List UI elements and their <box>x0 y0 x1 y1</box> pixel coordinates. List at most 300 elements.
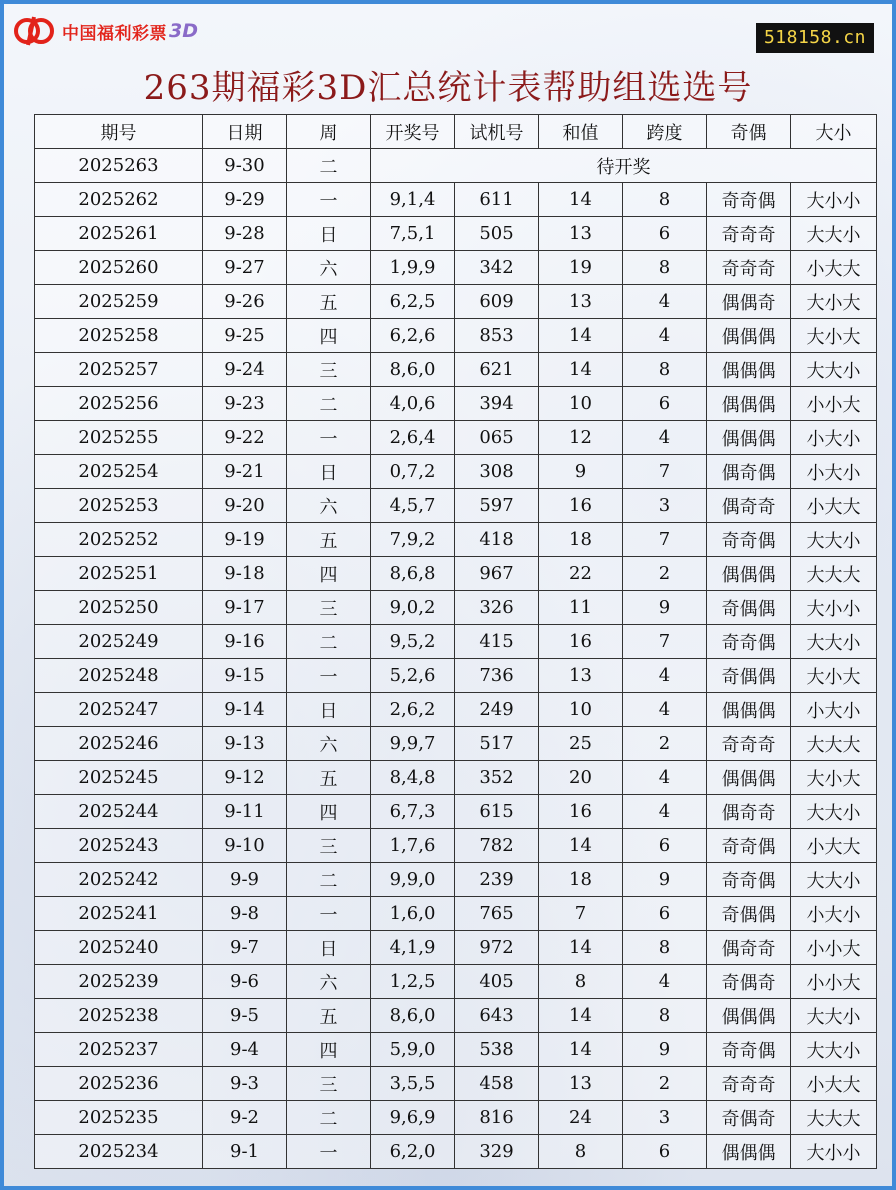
weekday-cell: 二 <box>287 625 371 659</box>
issue-cell: 2025260 <box>35 251 203 285</box>
sum-cell: 25 <box>539 727 623 761</box>
date-cell: 9-24 <box>203 353 287 387</box>
big-small-cell: 大小大 <box>791 285 877 319</box>
span-cell: 8 <box>623 353 707 387</box>
odd-even-cell: 奇偶奇 <box>707 965 791 999</box>
draw-number-cell: 4,0,6 <box>371 387 455 421</box>
table-row <box>35 285 877 319</box>
span-cell: 6 <box>623 1135 707 1169</box>
issue-cell: 2025236 <box>35 1067 203 1101</box>
span-cell: 4 <box>623 285 707 319</box>
span-cell: 8 <box>623 251 707 285</box>
odd-even-cell: 偶偶偶 <box>707 1135 791 1169</box>
site-badge: 518158.cn <box>756 23 874 53</box>
sum-cell: 20 <box>539 761 623 795</box>
test-number-cell: 505 <box>455 217 539 251</box>
draw-number-cell: 0,7,2 <box>371 455 455 489</box>
draw-number-cell: 3,5,5 <box>371 1067 455 1101</box>
issue-cell: 2025262 <box>35 183 203 217</box>
date-cell: 9-3 <box>203 1067 287 1101</box>
table-row <box>35 455 877 489</box>
date-cell: 9-16 <box>203 625 287 659</box>
table-row <box>35 659 877 693</box>
table-row <box>35 1067 877 1101</box>
issue-cell: 2025243 <box>35 829 203 863</box>
sum-cell: 16 <box>539 625 623 659</box>
test-number-cell: 394 <box>455 387 539 421</box>
weekday-cell: 六 <box>287 727 371 761</box>
draw-number-cell: 5,9,0 <box>371 1033 455 1067</box>
span-cell: 6 <box>623 217 707 251</box>
draw-number-cell: 1,6,0 <box>371 897 455 931</box>
draw-number-cell: 9,5,2 <box>371 625 455 659</box>
test-number-cell: 765 <box>455 897 539 931</box>
draw-number-cell: 1,7,6 <box>371 829 455 863</box>
big-small-cell: 大小大 <box>791 761 877 795</box>
sum-cell: 13 <box>539 1067 623 1101</box>
test-number-cell: 816 <box>455 1101 539 1135</box>
big-small-cell: 大大大 <box>791 557 877 591</box>
table-row <box>35 897 877 931</box>
weekday-cell: 六 <box>287 251 371 285</box>
odd-even-cell: 奇偶奇 <box>707 1101 791 1135</box>
span-cell: 4 <box>623 693 707 727</box>
sum-cell: 14 <box>539 319 623 353</box>
span-cell: 4 <box>623 319 707 353</box>
table-row <box>35 489 877 523</box>
table-row <box>35 727 877 761</box>
table-row <box>35 387 877 421</box>
big-small-cell: 大大小 <box>791 795 877 829</box>
odd-even-cell: 偶偶偶 <box>707 387 791 421</box>
table-row <box>35 523 877 557</box>
test-number-cell: 782 <box>455 829 539 863</box>
weekday-cell: 二 <box>287 1101 371 1135</box>
table-row <box>35 625 877 659</box>
sum-cell: 14 <box>539 183 623 217</box>
sum-cell: 14 <box>539 353 623 387</box>
sum-cell: 10 <box>539 387 623 421</box>
big-small-cell: 大大小 <box>791 863 877 897</box>
big-small-cell: 小大大 <box>791 489 877 523</box>
span-cell: 7 <box>623 625 707 659</box>
odd-even-cell: 偶偶偶 <box>707 319 791 353</box>
weekday-cell: 日 <box>287 455 371 489</box>
date-cell: 9-5 <box>203 999 287 1033</box>
sum-cell: 14 <box>539 999 623 1033</box>
date-cell: 9-25 <box>203 319 287 353</box>
big-small-cell: 大大小 <box>791 523 877 557</box>
table-row <box>35 693 877 727</box>
issue-cell: 2025261 <box>35 217 203 251</box>
big-small-cell: 大小大 <box>791 659 877 693</box>
test-number-cell: 326 <box>455 591 539 625</box>
draw-number-cell: 6,2,0 <box>371 1135 455 1169</box>
table-row <box>35 251 877 285</box>
table-row <box>35 863 877 897</box>
span-cell: 2 <box>623 727 707 761</box>
issue-cell: 2025255 <box>35 421 203 455</box>
date-cell: 9-27 <box>203 251 287 285</box>
table-row <box>35 931 877 965</box>
sum-cell: 14 <box>539 1033 623 1067</box>
big-small-cell: 大大小 <box>791 1033 877 1067</box>
test-number-cell: 418 <box>455 523 539 557</box>
span-cell: 9 <box>623 591 707 625</box>
big-small-cell: 大大小 <box>791 625 877 659</box>
weekday-cell: 五 <box>287 761 371 795</box>
date-cell: 9-1 <box>203 1135 287 1169</box>
draw-number-cell: 4,5,7 <box>371 489 455 523</box>
test-number-cell: 329 <box>455 1135 539 1169</box>
test-number-cell: 239 <box>455 863 539 897</box>
issue-cell: 2025250 <box>35 591 203 625</box>
weekday-cell: 三 <box>287 1067 371 1101</box>
span-cell: 4 <box>623 795 707 829</box>
date-cell: 9-9 <box>203 863 287 897</box>
draw-number-cell: 5,2,6 <box>371 659 455 693</box>
table-row <box>35 1033 877 1067</box>
test-number-cell: 736 <box>455 659 539 693</box>
big-small-cell: 小大大 <box>791 829 877 863</box>
issue-cell: 2025259 <box>35 285 203 319</box>
sum-cell: 12 <box>539 421 623 455</box>
test-number-cell: 972 <box>455 931 539 965</box>
draw-number-cell: 4,1,9 <box>371 931 455 965</box>
date-cell: 9-20 <box>203 489 287 523</box>
header-draw-number: 开奖号 <box>371 115 455 149</box>
odd-even-cell: 奇偶偶 <box>707 897 791 931</box>
draw-number-cell: 8,6,8 <box>371 557 455 591</box>
weekday-cell: 二 <box>287 863 371 897</box>
date-cell: 9-11 <box>203 795 287 829</box>
draw-number-cell: 7,5,1 <box>371 217 455 251</box>
weekday-cell: 四 <box>287 1033 371 1067</box>
odd-even-cell: 奇奇偶 <box>707 1033 791 1067</box>
draw-number-cell: 9,9,0 <box>371 863 455 897</box>
draw-number-cell: 2,6,2 <box>371 693 455 727</box>
weekday-cell: 三 <box>287 353 371 387</box>
header-span: 跨度 <box>623 115 707 149</box>
big-small-cell: 大小小 <box>791 183 877 217</box>
table-row <box>35 1101 877 1135</box>
draw-number-cell: 8,6,0 <box>371 353 455 387</box>
page-title: 263期福彩3D汇总统计表帮助组选选号 <box>143 68 753 108</box>
odd-even-cell: 奇奇奇 <box>707 1067 791 1101</box>
issue-cell: 2025258 <box>35 319 203 353</box>
date-cell: 9-8 <box>203 897 287 931</box>
weekday-cell: 四 <box>287 319 371 353</box>
table-row <box>35 795 877 829</box>
odd-even-cell: 偶偶偶 <box>707 761 791 795</box>
span-cell: 8 <box>623 931 707 965</box>
test-number-cell: 458 <box>455 1067 539 1101</box>
weekday-cell: 三 <box>287 829 371 863</box>
draw-number-cell: 9,9,7 <box>371 727 455 761</box>
test-number-cell: 611 <box>455 183 539 217</box>
issue-cell: 2025241 <box>35 897 203 931</box>
weekday-cell: 一 <box>287 1135 371 1169</box>
test-number-cell: 643 <box>455 999 539 1033</box>
table-row <box>35 183 877 217</box>
test-number-cell: 342 <box>455 251 539 285</box>
odd-even-cell: 偶奇偶 <box>707 455 791 489</box>
header-sum: 和值 <box>539 115 623 149</box>
header-big-small: 大小 <box>791 115 877 149</box>
logo-text: 中国福利彩票 <box>62 23 167 44</box>
issue-cell: 2025256 <box>35 387 203 421</box>
test-number-cell: 853 <box>455 319 539 353</box>
big-small-cell: 大大小 <box>791 217 877 251</box>
draw-number-cell: 8,4,8 <box>371 761 455 795</box>
odd-even-cell: 奇奇偶 <box>707 863 791 897</box>
issue-cell: 2025235 <box>35 1101 203 1135</box>
span-cell: 7 <box>623 523 707 557</box>
pending-date: 9-30 <box>203 149 287 183</box>
table-body <box>35 149 877 1169</box>
issue-cell: 2025238 <box>35 999 203 1033</box>
sum-cell: 13 <box>539 217 623 251</box>
date-cell: 9-23 <box>203 387 287 421</box>
date-cell: 9-2 <box>203 1101 287 1135</box>
big-small-cell: 小大小 <box>791 693 877 727</box>
span-cell: 6 <box>623 897 707 931</box>
odd-even-cell: 奇偶偶 <box>707 659 791 693</box>
issue-cell: 2025249 <box>35 625 203 659</box>
date-cell: 9-14 <box>203 693 287 727</box>
issue-cell: 2025248 <box>35 659 203 693</box>
pending-row <box>35 149 877 183</box>
span-cell: 7 <box>623 455 707 489</box>
span-cell: 2 <box>623 557 707 591</box>
sum-cell: 14 <box>539 829 623 863</box>
date-cell: 9-10 <box>203 829 287 863</box>
span-cell: 3 <box>623 489 707 523</box>
odd-even-cell: 偶奇奇 <box>707 795 791 829</box>
issue-cell: 2025246 <box>35 727 203 761</box>
span-cell: 4 <box>623 421 707 455</box>
issue-cell: 2025252 <box>35 523 203 557</box>
test-number-cell: 615 <box>455 795 539 829</box>
header-date: 日期 <box>203 115 287 149</box>
weekday-cell: 四 <box>287 795 371 829</box>
span-cell: 3 <box>623 1101 707 1135</box>
span-cell: 6 <box>623 829 707 863</box>
odd-even-cell: 偶奇奇 <box>707 489 791 523</box>
big-small-cell: 小小大 <box>791 387 877 421</box>
odd-even-cell: 奇奇偶 <box>707 183 791 217</box>
pending-issue: 2025263 <box>35 149 203 183</box>
lottery-logo <box>14 14 198 48</box>
sum-cell: 8 <box>539 1135 623 1169</box>
test-number-cell: 415 <box>455 625 539 659</box>
sum-cell: 11 <box>539 591 623 625</box>
date-cell: 9-13 <box>203 727 287 761</box>
odd-even-cell: 奇奇奇 <box>707 251 791 285</box>
table-row <box>35 557 877 591</box>
weekday-cell: 日 <box>287 217 371 251</box>
odd-even-cell: 奇偶偶 <box>707 591 791 625</box>
big-small-cell: 小大大 <box>791 1067 877 1101</box>
issue-cell: 2025237 <box>35 1033 203 1067</box>
draw-number-cell: 9,6,9 <box>371 1101 455 1135</box>
table-row <box>35 999 877 1033</box>
pending-weekday: 二 <box>287 149 371 183</box>
logo-3d-text: 3D <box>169 20 198 42</box>
big-small-cell: 小大小 <box>791 897 877 931</box>
span-cell: 4 <box>623 965 707 999</box>
issue-cell: 2025257 <box>35 353 203 387</box>
span-cell: 2 <box>623 1067 707 1101</box>
table-row <box>35 591 877 625</box>
test-number-cell: 517 <box>455 727 539 761</box>
header-odd-even: 奇偶 <box>707 115 791 149</box>
odd-even-cell: 偶偶偶 <box>707 421 791 455</box>
issue-cell: 2025244 <box>35 795 203 829</box>
weekday-cell: 日 <box>287 693 371 727</box>
welfare-lottery-logo-icon <box>14 15 56 47</box>
table-row <box>35 319 877 353</box>
issue-cell: 2025239 <box>35 965 203 999</box>
odd-even-cell: 偶偶偶 <box>707 999 791 1033</box>
date-cell: 9-29 <box>203 183 287 217</box>
table-row <box>35 421 877 455</box>
draw-number-cell: 6,2,6 <box>371 319 455 353</box>
table-row <box>35 1135 877 1169</box>
weekday-cell: 五 <box>287 523 371 557</box>
odd-even-cell: 奇奇偶 <box>707 625 791 659</box>
issue-cell: 2025253 <box>35 489 203 523</box>
date-cell: 9-21 <box>203 455 287 489</box>
test-number-cell: 405 <box>455 965 539 999</box>
test-number-cell: 249 <box>455 693 539 727</box>
draw-number-cell: 8,6,0 <box>371 999 455 1033</box>
issue-cell: 2025247 <box>35 693 203 727</box>
pending-status: 待开奖 <box>371 149 877 183</box>
sum-cell: 9 <box>539 455 623 489</box>
odd-even-cell: 奇奇偶 <box>707 523 791 557</box>
big-small-cell: 大小小 <box>791 1135 877 1169</box>
draw-number-cell: 9,1,4 <box>371 183 455 217</box>
odd-even-cell: 奇奇偶 <box>707 829 791 863</box>
big-small-cell: 小大小 <box>791 455 877 489</box>
span-cell: 4 <box>623 761 707 795</box>
date-cell: 9-28 <box>203 217 287 251</box>
sum-cell: 16 <box>539 795 623 829</box>
test-number-cell: 065 <box>455 421 539 455</box>
issue-cell: 2025242 <box>35 863 203 897</box>
test-number-cell: 538 <box>455 1033 539 1067</box>
weekday-cell: 一 <box>287 183 371 217</box>
weekday-cell: 日 <box>287 931 371 965</box>
big-small-cell: 小小大 <box>791 931 877 965</box>
odd-even-cell: 偶偶奇 <box>707 285 791 319</box>
test-number-cell: 308 <box>455 455 539 489</box>
weekday-cell: 五 <box>287 285 371 319</box>
odd-even-cell: 奇奇奇 <box>707 217 791 251</box>
table-row <box>35 761 877 795</box>
sum-cell: 13 <box>539 659 623 693</box>
big-small-cell: 小小大 <box>791 965 877 999</box>
weekday-cell: 一 <box>287 897 371 931</box>
sum-cell: 13 <box>539 285 623 319</box>
odd-even-cell: 偶偶偶 <box>707 557 791 591</box>
draw-statistics-table <box>34 114 877 1169</box>
issue-cell: 2025240 <box>35 931 203 965</box>
test-number-cell: 609 <box>455 285 539 319</box>
draw-number-cell: 6,7,3 <box>371 795 455 829</box>
big-small-cell: 小大大 <box>791 251 877 285</box>
header-weekday: 周 <box>287 115 371 149</box>
odd-even-cell: 偶奇奇 <box>707 931 791 965</box>
odd-even-cell: 偶偶偶 <box>707 353 791 387</box>
sum-cell: 22 <box>539 557 623 591</box>
big-small-cell: 大大大 <box>791 727 877 761</box>
issue-cell: 2025245 <box>35 761 203 795</box>
sum-cell: 14 <box>539 931 623 965</box>
big-small-cell: 大小大 <box>791 319 877 353</box>
weekday-cell: 五 <box>287 999 371 1033</box>
date-cell: 9-12 <box>203 761 287 795</box>
span-cell: 8 <box>623 183 707 217</box>
issue-cell: 2025254 <box>35 455 203 489</box>
test-number-cell: 352 <box>455 761 539 795</box>
table-row <box>35 829 877 863</box>
odd-even-cell: 偶偶偶 <box>707 693 791 727</box>
sum-cell: 19 <box>539 251 623 285</box>
weekday-cell: 四 <box>287 557 371 591</box>
weekday-cell: 三 <box>287 591 371 625</box>
date-cell: 9-26 <box>203 285 287 319</box>
header-test-number: 试机号 <box>455 115 539 149</box>
weekday-cell: 二 <box>287 387 371 421</box>
big-small-cell: 大小小 <box>791 591 877 625</box>
draw-number-cell: 9,0,2 <box>371 591 455 625</box>
weekday-cell: 六 <box>287 965 371 999</box>
big-small-cell: 小大小 <box>791 421 877 455</box>
issue-cell: 2025234 <box>35 1135 203 1169</box>
big-small-cell: 大大小 <box>791 999 877 1033</box>
sum-cell: 16 <box>539 489 623 523</box>
date-cell: 9-7 <box>203 931 287 965</box>
date-cell: 9-22 <box>203 421 287 455</box>
weekday-cell: 一 <box>287 421 371 455</box>
span-cell: 9 <box>623 863 707 897</box>
test-number-cell: 597 <box>455 489 539 523</box>
date-cell: 9-17 <box>203 591 287 625</box>
weekday-cell: 六 <box>287 489 371 523</box>
table-row <box>35 965 877 999</box>
date-cell: 9-18 <box>203 557 287 591</box>
issue-cell: 2025251 <box>35 557 203 591</box>
date-cell: 9-15 <box>203 659 287 693</box>
sum-cell: 24 <box>539 1101 623 1135</box>
span-cell: 4 <box>623 659 707 693</box>
sum-cell: 18 <box>539 863 623 897</box>
test-number-cell: 967 <box>455 557 539 591</box>
draw-number-cell: 1,2,5 <box>371 965 455 999</box>
sum-cell: 8 <box>539 965 623 999</box>
header-issue: 期号 <box>35 115 203 149</box>
span-cell: 6 <box>623 387 707 421</box>
sum-cell: 18 <box>539 523 623 557</box>
table-row <box>35 353 877 387</box>
table-header-row <box>35 115 877 149</box>
sum-cell: 10 <box>539 693 623 727</box>
span-cell: 9 <box>623 1033 707 1067</box>
date-cell: 9-19 <box>203 523 287 557</box>
sum-cell: 7 <box>539 897 623 931</box>
